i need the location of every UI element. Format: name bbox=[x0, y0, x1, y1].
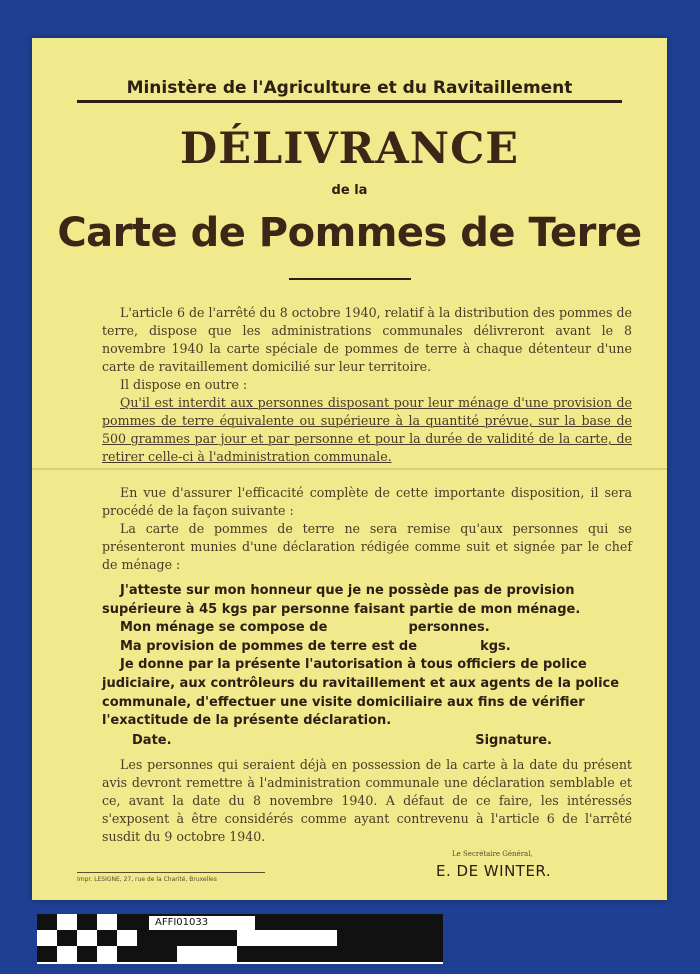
body-text-bottom bbox=[102, 756, 632, 846]
household-label: Mon ménage se compose de bbox=[120, 620, 328, 636]
paragraph-procedure: En vue d'assurer l'efficacité complète de cette importante disposition, il sera procédé de la façon suivante : bbox=[102, 485, 632, 518]
scale-catalog-label: AFFI01033 bbox=[149, 916, 255, 930]
title-connector: de la bbox=[331, 183, 368, 198]
paper-fold bbox=[32, 468, 667, 470]
ministry-heading: Ministère de l'Agriculture et du Ravitaillement bbox=[126, 78, 573, 98]
poster-subtitle: Carte de Pommes de Terre bbox=[57, 210, 642, 256]
paragraph-article: L'article 6 de l'arrêté du 8 octobre 1940, relatif à la distribution des pommes de terre, dispose que les administrations communales délivreront avant le 8 novembre 1940 la carte spéciale de pommes de terre à chaque détenteur d'une carte de ravitaillement domicilié sur leur territoire. bbox=[102, 305, 632, 374]
date-signature-row bbox=[132, 733, 552, 748]
household-unit: personnes. bbox=[408, 620, 490, 636]
signer-name: E. DE WINTER. bbox=[436, 862, 552, 880]
declaration-household bbox=[102, 619, 632, 638]
signature-label: Signature. bbox=[475, 733, 552, 748]
heading-rule bbox=[77, 100, 622, 103]
declaration-authorisation: Je donne par la présente l'autorisation à tous officiers de police judiciaire, aux contrôleurs du ravitaillement et aux agents de la police communale, d'effectuer une visite domiciliaire aux fins de vérifier l'exactitude de la présente déclaration. bbox=[102, 657, 620, 729]
paragraph-existing-holders: Les personnes qui seraient déjà en possession de la carte à la date du présent avis devront remettre à l'administration communale une déclaration semblable et ce, avant la date du 8 novembre 1940. A défaut de ce faire, les intéressés s'exposent à être considérés comme ayant contrevenu à l'article 6 de l'arrêté susdit du 9 octobre 1940. bbox=[102, 757, 632, 844]
body-text-top bbox=[102, 304, 632, 466]
provision-label: Ma provision de pommes de terre est de bbox=[120, 638, 418, 654]
printer-rule bbox=[77, 872, 265, 873]
declaration-honour: J'atteste sur mon honneur que je ne possède pas de provision supérieure à 45 kgs par personne faisant partie de mon ménage. bbox=[102, 583, 581, 617]
printer-credit: Impr. LESIGNE, 27, rue de la Charité, Bruxelles bbox=[77, 876, 217, 883]
poster-title: DÉLIVRANCE bbox=[179, 124, 520, 174]
date-label: Date. bbox=[132, 733, 172, 748]
title-rule bbox=[289, 278, 411, 280]
poster bbox=[32, 38, 667, 900]
photo-scale-bar bbox=[37, 914, 443, 964]
provision-unit: kgs. bbox=[480, 638, 511, 654]
paragraph-declaration-intro: La carte de pommes de terre ne sera remise qu'aux personnes qui se présenteront munies d'une déclaration rédigée comme suit et signée par le chef de ménage : bbox=[102, 521, 632, 572]
body-text-middle bbox=[102, 484, 632, 574]
declaration-block bbox=[102, 582, 632, 731]
secretary-title: Le Secrétaire Général, bbox=[452, 850, 533, 858]
paragraph-interdiction: Qu'il est interdit aux personnes disposant pour leur ménage d'une provision de pommes de terre équivalente ou supérieure à la quantité prévue, sur la base de 500 grammes par jour et par personne et pour la durée de validité de la carte, de retirer celle-ci à l'administration communale. bbox=[102, 395, 632, 464]
paragraph-dispose: Il dispose en outre : bbox=[120, 377, 248, 392]
declaration-provision bbox=[102, 638, 632, 657]
